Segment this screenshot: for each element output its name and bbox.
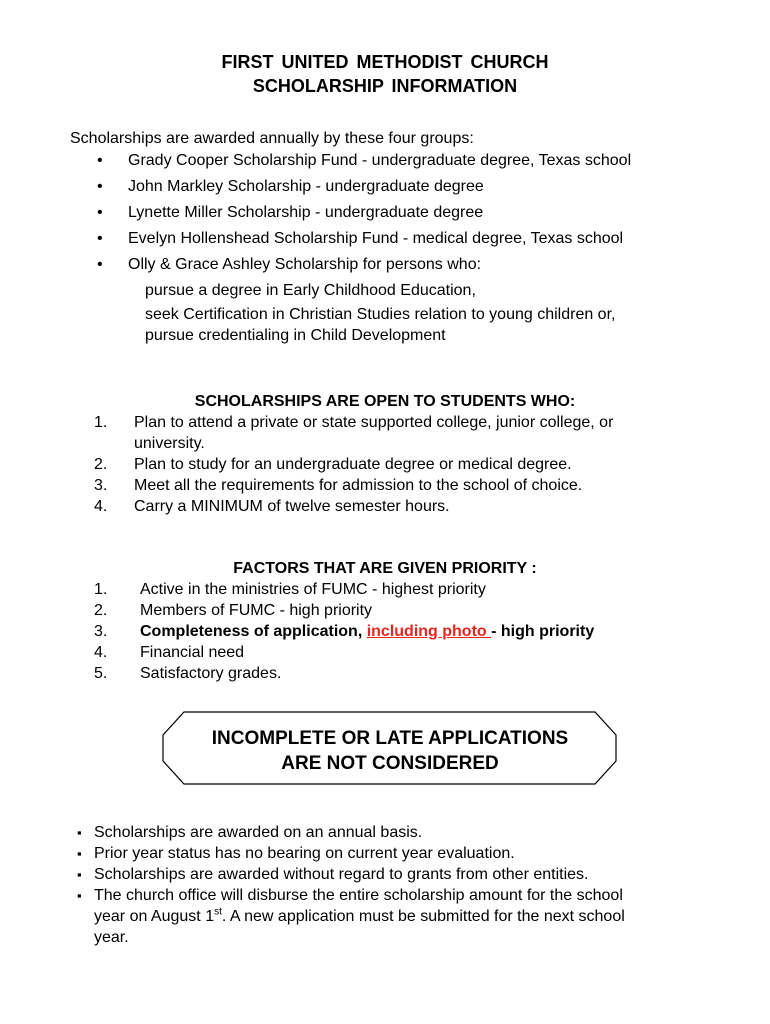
note-item: [77, 822, 423, 843]
priority-item-text: Active in the ministries of FUMC - highest priority: [140, 581, 486, 598]
square-bullet-icon: ▪: [77, 888, 82, 903]
photo-requirement-highlight: including photo: [366, 623, 492, 640]
priority-item-text: - high priority: [491, 623, 595, 640]
item-number: 2.: [94, 602, 108, 619]
priority-heading: FACTORS THAT ARE GIVEN PRIORITY :: [233, 560, 537, 577]
priority-item: [94, 663, 282, 684]
square-bullet-icon: ▪: [77, 825, 82, 840]
bullet-icon: •: [97, 256, 103, 273]
priority-item-text: Completeness of application,: [140, 623, 367, 640]
item-number: 1.: [94, 581, 108, 598]
note-item: [77, 843, 515, 864]
item-number: 1.: [94, 414, 108, 431]
note-item-continued: year.: [94, 929, 129, 946]
priority-item-text: Members of FUMC - high priority: [140, 602, 373, 619]
square-bullet-icon: ▪: [77, 867, 82, 882]
ashley-criteria-line: pursue a degree in Early Childhood Education,: [145, 282, 476, 299]
group-item: [97, 228, 624, 249]
item-number: 4.: [94, 498, 108, 515]
groups-intro: Scholarships are awarded annually by these four groups:: [70, 130, 474, 147]
item-number: 3.: [94, 477, 108, 494]
bullet-icon: •: [97, 152, 103, 169]
square-bullet-icon: ▪: [77, 846, 82, 861]
eligibility-item-text: Plan to attend a private or state supported college, junior college, or: [134, 414, 614, 431]
eligibility-item-text: Plan to study for an undergraduate degree or medical degree.: [134, 456, 572, 473]
note-item-text: Scholarships are awarded on an annual basis.: [94, 824, 423, 841]
note-item: [77, 864, 589, 885]
eligibility-item-text: Meet all the requirements for admission to the school of choice.: [134, 477, 583, 494]
eligibility-item-text: Carry a MINIMUM of twelve semester hours.: [134, 498, 450, 515]
priority-item: [94, 579, 486, 600]
note-item-text: The church office will disburse the entire scholarship amount for the school: [94, 887, 623, 904]
eligibility-item: [94, 496, 450, 517]
group-item: [97, 202, 484, 223]
note-item-text: year on August 1: [94, 908, 215, 925]
group-item: [97, 254, 482, 275]
group-item-label: Evelyn Hollenshead Scholarship Fund - medical degree, Texas school: [128, 230, 624, 247]
priority-item-text: Financial need: [140, 644, 245, 661]
eligibility-item: [94, 412, 614, 433]
note-item-text: Scholarships are awarded without regard to grants from other entities.: [94, 866, 589, 883]
group-item-label: John Markley Scholarship - undergraduate degree: [128, 178, 484, 195]
item-number: 3.: [94, 623, 108, 640]
group-item-label: Lynette Miller Scholarship - undergraduate degree: [128, 204, 484, 221]
ashley-criteria-line: seek Certification in Christian Studies relation to young children or,: [145, 306, 616, 323]
note-item-text: Prior year status has no bearing on current year evaluation.: [94, 845, 515, 862]
notice-line2: ARE NOT CONSIDERED: [281, 753, 499, 774]
bullet-icon: •: [97, 204, 103, 221]
note-item: [77, 885, 623, 906]
note-item-continued: [94, 906, 625, 927]
eligibility-item: [94, 475, 583, 496]
priority-item: [94, 642, 245, 663]
eligibility-item: [94, 454, 572, 475]
priority-item-text: Satisfactory grades.: [140, 665, 282, 682]
priority-item: [94, 621, 595, 642]
ordinal-suffix: st: [214, 906, 222, 918]
group-item: [97, 176, 484, 197]
note-item-text: . A new application must be submitted for the next school: [221, 908, 625, 925]
eligibility-heading: SCHOLARSHIPS ARE OPEN TO STUDENTS WHO:: [194, 393, 576, 410]
priority-item: [94, 600, 373, 621]
group-item-label: Olly & Grace Ashley Scholarship for persons who:: [128, 256, 482, 273]
item-number: 4.: [94, 644, 108, 661]
item-number: 2.: [94, 456, 108, 473]
bullet-icon: •: [97, 178, 103, 195]
group-item: [97, 150, 632, 171]
page-title-line2: SCHOLARSHIP INFORMATION: [252, 76, 518, 96]
notice-line1: INCOMPLETE OR LATE APPLICATIONS: [211, 728, 569, 749]
group-item-label: Grady Cooper Scholarship Fund - undergraduate degree, Texas school: [128, 152, 632, 169]
item-number: 5.: [94, 665, 108, 682]
page-title-line1: FIRST UNITED METHODIST CHURCH: [221, 52, 549, 72]
bullet-icon: •: [97, 230, 103, 247]
ashley-criteria-line: pursue credentialing in Child Development: [145, 327, 446, 344]
eligibility-item-continued: university.: [134, 435, 205, 452]
